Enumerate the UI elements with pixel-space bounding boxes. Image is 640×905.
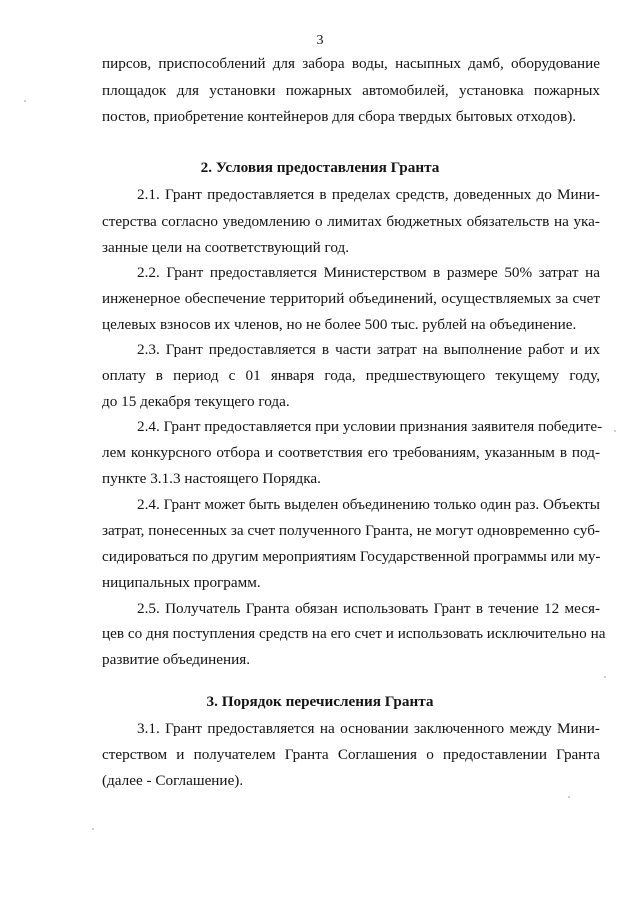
section-heading: 2. Условия предоставления Гранта <box>200 159 440 176</box>
text-line: 2.4. Грант предоставляется при условии признания заявителя победите- <box>137 418 603 435</box>
scan-speck <box>92 828 94 830</box>
text-line: пункте 3.1.3 настоящего Порядка. <box>102 470 321 487</box>
text-line: 2.3. Грант предоставляется в части затрат на выполнение работ и их <box>137 341 600 358</box>
scan-speck <box>604 676 606 678</box>
text-line: 2.2. Грант предоставляется Министерством в размере 50% затрат на <box>137 264 600 281</box>
scan-speck <box>614 430 616 432</box>
scan-speck <box>24 100 26 102</box>
text-line: (далее - Соглашение). <box>102 772 244 789</box>
text-line: площадок для установки пожарных автомобилей, установка пожарных <box>102 82 600 99</box>
page-number: 3 <box>316 33 324 48</box>
text-line: 2.1. Грант предоставляется в пределах средств, доведенных до Мини- <box>137 186 600 203</box>
text-line: инженерное обеспечение территорий объединений, осуществляемых за счет <box>102 290 600 307</box>
text-line: целевых взносов их членов, но не более 500 тыс. рублей на объединение. <box>102 316 577 333</box>
text-line: стерства согласно уведомлению о лимитах бюджетных обязательств на ука- <box>102 213 600 230</box>
text-line: пирсов, приспособлений для забора воды, насыпных дамб, оборудование <box>102 55 600 72</box>
text-line: затрат, понесенных за счет полученного Гранта, не могут одновременно суб- <box>102 522 600 539</box>
text-line: ниципальных программ. <box>102 574 261 591</box>
scan-speck <box>568 796 570 798</box>
text-line: стерством и получателем Гранта Соглашения о предоставлении Гранта <box>102 746 600 763</box>
text-line: 3.1. Грант предоставляется на основании заключенного между Мини- <box>137 720 600 737</box>
text-line: развитие объединения. <box>102 651 251 668</box>
text-line: сидироваться по другим мероприятиям Государственной программы или му- <box>102 548 601 565</box>
text-line: постов, приобретение контейнеров для сбора твердых бытовых отходов). <box>102 108 577 125</box>
text-line: лем конкурсного отбора и соответствия его требованиям, указанным в под- <box>102 444 600 461</box>
text-line: занные цели на соответствующий год. <box>102 239 350 256</box>
text-line: оплату в период с 01 января года, предшествующего текущему году, <box>102 367 600 384</box>
text-line: до 15 декабря текущего года. <box>102 393 290 410</box>
section-heading: 3. Порядок перечисления Гранта <box>206 693 434 710</box>
text-line: 2.5. Получатель Гранта обязан использовать Грант в течение 12 меся- <box>137 600 600 617</box>
text-line: цев со дня поступления средств на его счет и использовать исключительно на <box>102 625 606 642</box>
text-line: 2.4. Грант может быть выделен объединению только один раз. Объекты <box>137 496 600 513</box>
